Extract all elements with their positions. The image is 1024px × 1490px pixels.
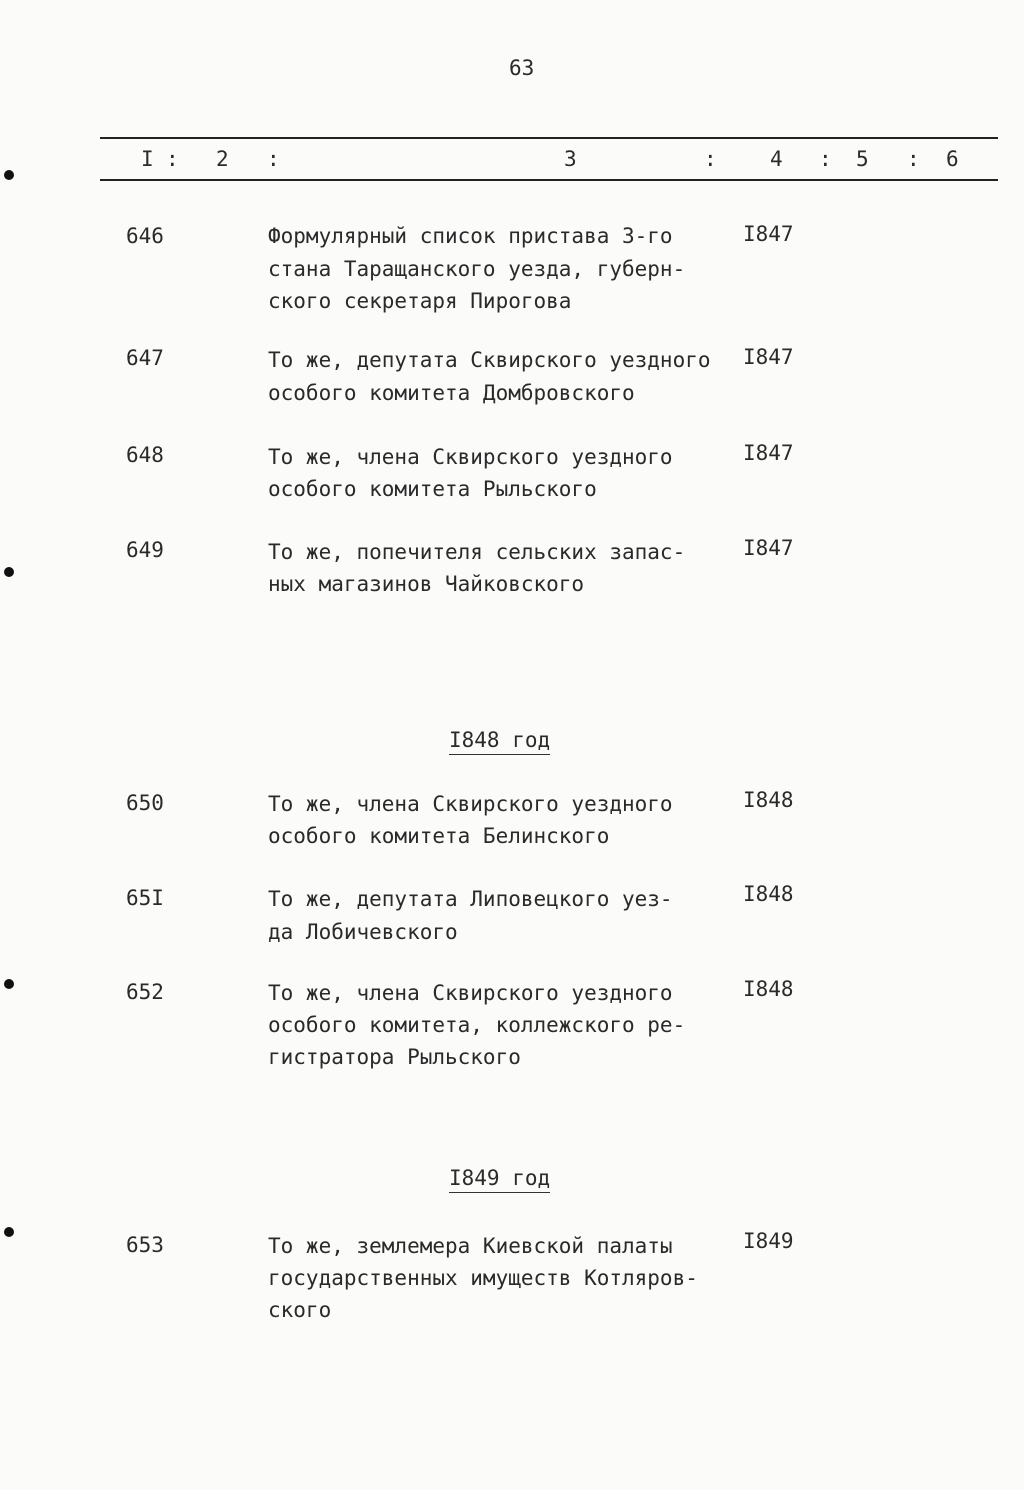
- desc-line: ского: [268, 1298, 332, 1322]
- entry-year: I848: [743, 882, 794, 906]
- desc-line: стана Таращанского уезда, губерн-: [268, 257, 686, 281]
- desc-line: То же, попечителя сельских запас-: [268, 540, 686, 564]
- entry-number: 65I: [126, 886, 164, 910]
- col-header-1: I: [141, 147, 154, 171]
- col-header-2: 2: [216, 147, 229, 171]
- desc-line: То же, члена Сквирского уездного: [268, 445, 673, 469]
- page-number: 63: [509, 56, 535, 80]
- desc-line: То же, депутата Липовецкого уез-: [268, 887, 673, 911]
- entry-number: 649: [126, 538, 164, 562]
- entry-year: I847: [743, 536, 794, 560]
- desc-line: да Лобичевского: [268, 920, 458, 944]
- desc-line: особого комитета Рыльского: [268, 477, 597, 501]
- col-sep: :: [267, 147, 280, 171]
- col-sep: :: [907, 147, 920, 171]
- entry-number: 650: [126, 791, 164, 815]
- desc-line: То же, члена Сквирского уездного: [268, 792, 673, 816]
- entry-number: 648: [126, 443, 164, 467]
- desc-line: ского секретаря Пирогова: [268, 289, 572, 313]
- col-header-5: 5: [856, 147, 869, 171]
- col-sep: :: [704, 147, 717, 171]
- header-bottom-rule: [100, 179, 998, 181]
- col-sep: :: [819, 147, 832, 171]
- entry-year: I847: [743, 441, 794, 465]
- desc-line: гистратора Рыльского: [268, 1045, 521, 1069]
- entry-year: I849: [743, 1229, 794, 1253]
- punch-hole-mark: [4, 567, 14, 577]
- entry-number: 652: [126, 980, 164, 1004]
- entry-number: 646: [126, 224, 164, 248]
- entry-number: 653: [126, 1233, 164, 1257]
- entry-year: I848: [743, 977, 794, 1001]
- col-header-6: 6: [946, 147, 959, 171]
- desc-line: То же, депутата Сквирского уездного: [268, 348, 711, 372]
- entry-year: I847: [743, 222, 794, 246]
- desc-line: государственных имуществ Котляров-: [268, 1266, 698, 1290]
- desc-line: ных магазинов Чайковского: [268, 572, 585, 596]
- punch-hole-mark: [4, 170, 14, 180]
- entry-year: I847: [743, 345, 794, 369]
- desc-line: Формулярный список пристава 3-го: [268, 224, 673, 248]
- desc-line: особого комитета Домбровского: [268, 381, 635, 405]
- desc-line: То же, землемера Киевской палаты: [268, 1234, 673, 1258]
- punch-hole-mark: [4, 979, 14, 989]
- col-header-3: 3: [564, 147, 577, 171]
- col-header-4: 4: [770, 147, 783, 171]
- entry-number: 647: [126, 346, 164, 370]
- section-heading-1849: I849 год: [449, 1166, 550, 1193]
- section-heading-1848: I848 год: [449, 728, 550, 755]
- desc-line: То же, члена Сквирского уездного: [268, 981, 673, 1005]
- header-top-rule: [100, 137, 998, 139]
- entry-year: I848: [743, 788, 794, 812]
- col-sep: :: [166, 147, 179, 171]
- punch-hole-mark: [4, 1227, 14, 1237]
- desc-line: особого комитета Белинского: [268, 824, 610, 848]
- desc-line: особого комитета, коллежского ре-: [268, 1013, 686, 1037]
